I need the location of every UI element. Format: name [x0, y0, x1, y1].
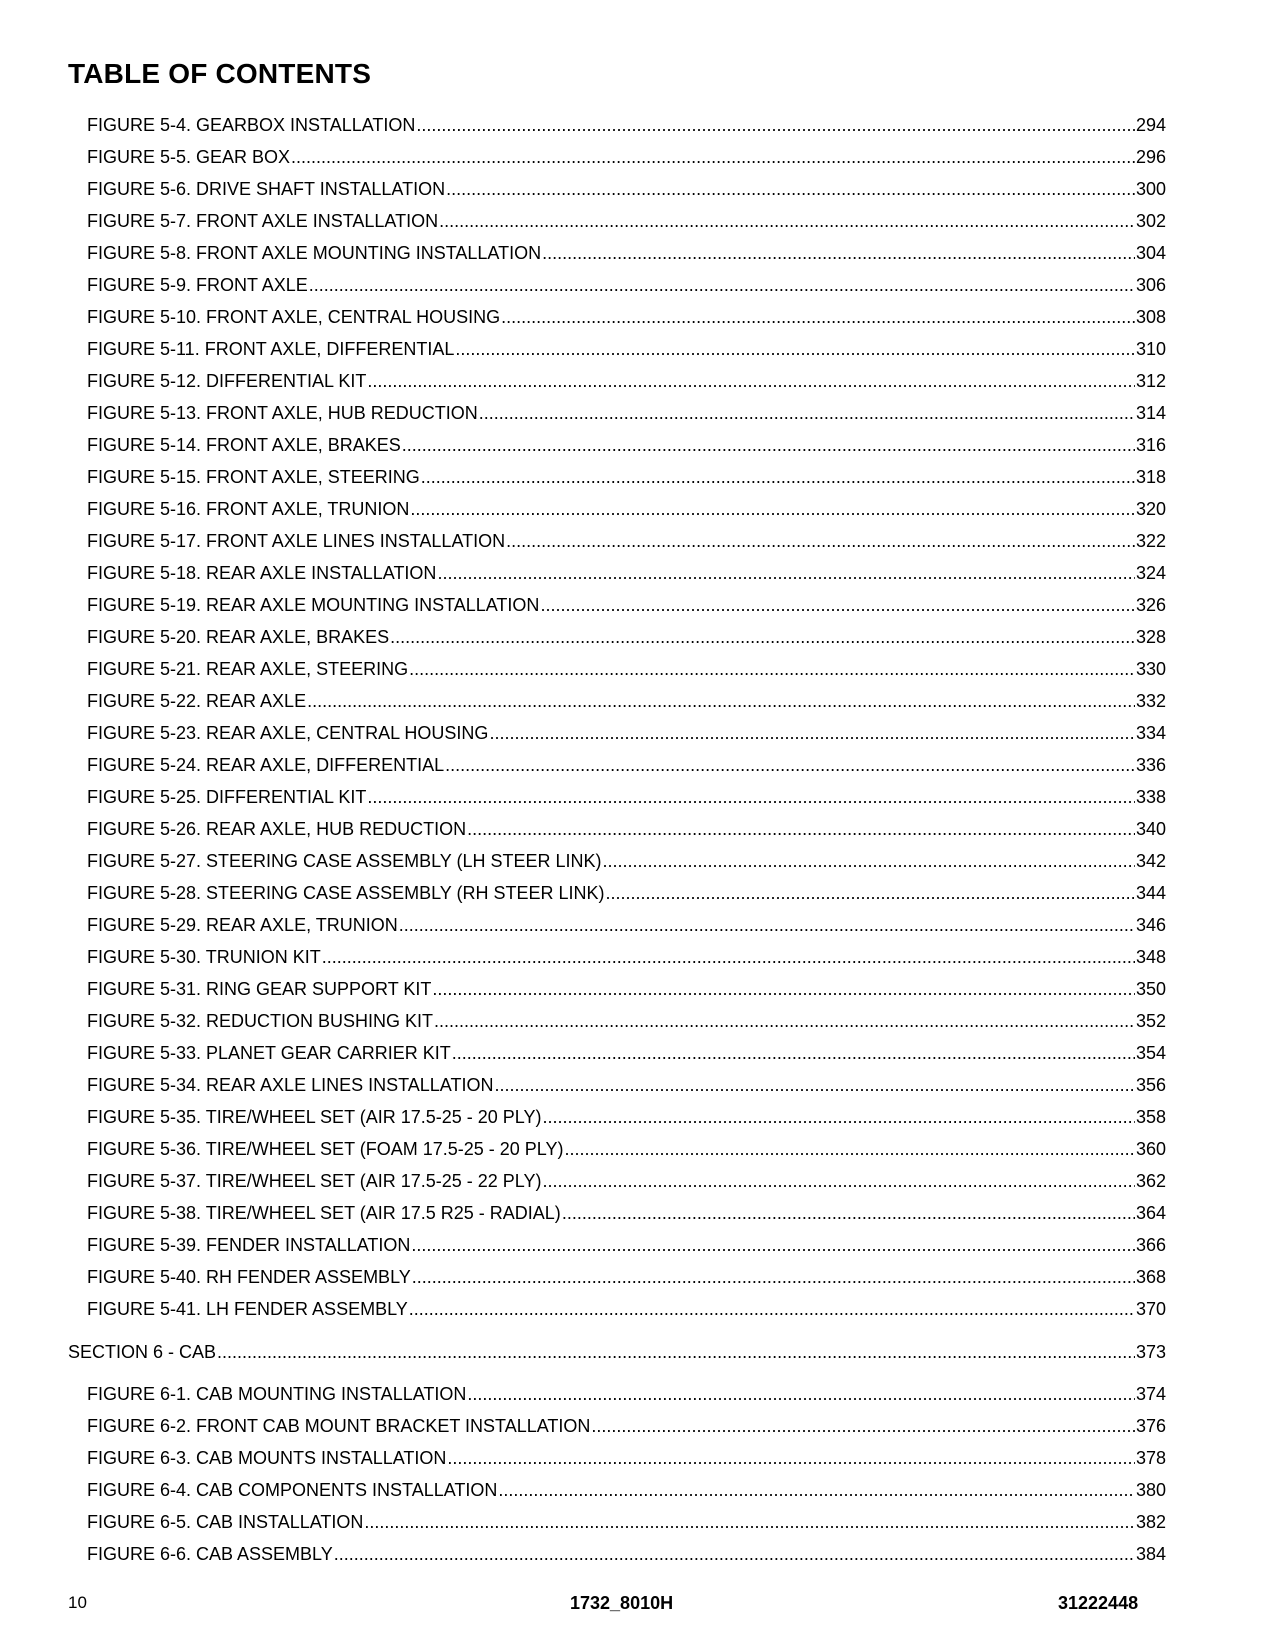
toc-dot-leader — [501, 301, 1135, 333]
toc-dot-leader — [437, 557, 1135, 589]
toc-figure-entry[interactable] — [68, 429, 1166, 461]
toc-entry-label: FIGURE 5-5. GEAR BOX — [87, 147, 291, 167]
toc-figure-entry[interactable] — [68, 1101, 1166, 1133]
toc-entry-page-number: 334 — [1135, 723, 1166, 743]
toc-entry-page-number: 360 — [1135, 1139, 1166, 1159]
toc-entry-page-number: 378 — [1135, 1448, 1166, 1468]
toc-figure-entry[interactable] — [68, 109, 1166, 141]
toc-entry-label: FIGURE 5-23. REAR AXLE, CENTRAL HOUSING — [87, 723, 489, 743]
toc-dot-leader — [334, 1538, 1135, 1570]
toc-entry-page-number: 294 — [1135, 115, 1166, 135]
toc-entry-label: FIGURE 5-6. DRIVE SHAFT INSTALLATION — [87, 179, 446, 199]
toc-dot-leader — [217, 1336, 1135, 1368]
toc-figure-entry[interactable] — [68, 141, 1166, 173]
toc-entry-page-number: 346 — [1135, 915, 1166, 935]
toc-entry-page-number: 364 — [1135, 1203, 1166, 1223]
toc-entry-label: FIGURE 5-34. REAR AXLE LINES INSTALLATION — [87, 1075, 494, 1095]
toc-dot-leader — [562, 1197, 1135, 1229]
toc-entry-page-number: 350 — [1135, 979, 1166, 999]
toc-dot-leader — [605, 877, 1134, 909]
toc-dot-leader — [447, 1442, 1135, 1474]
toc-entry-label: FIGURE 5-14. FRONT AXLE, BRAKES — [87, 435, 401, 455]
toc-entry-page-number: 338 — [1135, 787, 1166, 807]
toc-entry-page-number: 384 — [1135, 1544, 1166, 1564]
toc-entry-page-number: 330 — [1135, 659, 1166, 679]
toc-dot-leader — [591, 1410, 1135, 1442]
toc-entry-page-number: 358 — [1135, 1107, 1166, 1127]
toc-dot-leader — [309, 269, 1135, 301]
toc-section-entry[interactable] — [68, 1336, 1166, 1368]
toc-dot-leader — [416, 109, 1135, 141]
toc-figure-entry[interactable] — [68, 333, 1166, 365]
toc-entry-label: FIGURE 6-4. CAB COMPONENTS INSTALLATION — [87, 1480, 498, 1500]
toc-figure-entry[interactable] — [68, 1197, 1166, 1229]
toc-entry-page-number: 300 — [1135, 179, 1166, 199]
toc-figure-entry[interactable] — [68, 1261, 1166, 1293]
toc-figure-entry[interactable] — [68, 461, 1166, 493]
toc-entry-label: FIGURE 6-2. FRONT CAB MOUNT BRACKET INSTALLATION — [87, 1416, 591, 1436]
toc-entry-page-number: 366 — [1135, 1235, 1166, 1255]
toc-entry-label: FIGURE 5-9. FRONT AXLE — [87, 275, 308, 295]
toc-figure-entry[interactable] — [68, 1474, 1166, 1506]
toc-entry-label: FIGURE 6-3. CAB MOUNTS INSTALLATION — [87, 1448, 447, 1468]
toc-figure-entry[interactable] — [68, 269, 1166, 301]
toc-dot-leader — [506, 525, 1135, 557]
toc-figure-entry[interactable] — [68, 781, 1166, 813]
toc-dot-leader — [445, 749, 1135, 781]
toc-entry-label: FIGURE 5-33. PLANET GEAR CARRIER KIT — [87, 1043, 451, 1063]
toc-dot-leader — [402, 429, 1135, 461]
toc-entry-page-number: 380 — [1135, 1480, 1166, 1500]
toc-dot-leader — [291, 141, 1135, 173]
toc-entry-label: FIGURE 6-5. CAB INSTALLATION — [87, 1512, 364, 1532]
toc-entry-page-number: 344 — [1135, 883, 1166, 903]
toc-entry-label: FIGURE 5-8. FRONT AXLE MOUNTING INSTALLATION — [87, 243, 542, 263]
toc-entry-label: FIGURE 5-35. TIRE/WHEEL SET (AIR 17.5-25 - 20 PLY) — [87, 1107, 542, 1127]
toc-entry-page-number: 320 — [1135, 499, 1166, 519]
toc-dot-leader — [564, 1133, 1134, 1165]
toc-figure-entry[interactable] — [68, 973, 1166, 1005]
toc-figure-entry[interactable] — [68, 653, 1166, 685]
toc-figure-entry[interactable] — [68, 1506, 1166, 1538]
toc-entry-label: FIGURE 5-13. FRONT AXLE, HUB REDUCTION — [87, 403, 478, 423]
toc-figure-entry[interactable] — [68, 1165, 1166, 1197]
toc-entry-page-number: 312 — [1135, 371, 1166, 391]
toc-entry-page-number: 318 — [1135, 467, 1166, 487]
toc-dot-leader — [542, 1101, 1134, 1133]
toc-dot-leader — [455, 333, 1135, 365]
toc-entry-page-number: 296 — [1135, 147, 1166, 167]
toc-figure-entry[interactable] — [68, 525, 1166, 557]
toc-entry-page-number: 374 — [1135, 1384, 1166, 1404]
toc-dot-leader — [446, 173, 1135, 205]
toc-entry-page-number: 324 — [1135, 563, 1166, 583]
toc-figure-entry[interactable] — [68, 1442, 1166, 1474]
toc-dot-leader — [364, 1506, 1135, 1538]
toc-dot-leader — [540, 589, 1135, 621]
toc-dot-leader — [411, 1229, 1135, 1261]
toc-figure-entry[interactable] — [68, 813, 1166, 845]
toc-figure-entry[interactable] — [68, 877, 1166, 909]
toc-figure-entry[interactable] — [68, 621, 1166, 653]
toc-entry-page-number: 314 — [1135, 403, 1166, 423]
toc-entry-label: FIGURE 5-16. FRONT AXLE, TRUNION — [87, 499, 410, 519]
toc-entry-label: FIGURE 5-15. FRONT AXLE, STEERING — [87, 467, 420, 487]
toc-entry-label: FIGURE 5-41. LH FENDER ASSEMBLY — [87, 1299, 408, 1319]
toc-entry-label: FIGURE 5-7. FRONT AXLE INSTALLATION — [87, 211, 439, 231]
toc-entry-label: FIGURE 5-40. RH FENDER ASSEMBLY — [87, 1267, 411, 1287]
toc-entry-page-number: 382 — [1135, 1512, 1166, 1532]
toc-entry-label: FIGURE 5-36. TIRE/WHEEL SET (FOAM 17.5-25 - 20 PLY) — [87, 1139, 564, 1159]
toc-figure-entry[interactable] — [68, 1229, 1166, 1261]
toc-entry-page-number: 306 — [1135, 275, 1166, 295]
toc-entry-label: FIGURE 5-25. DIFFERENTIAL KIT — [87, 787, 367, 807]
toc-figure-entry[interactable] — [68, 397, 1166, 429]
toc-dot-leader — [479, 397, 1135, 429]
toc-figure-entry[interactable] — [68, 749, 1166, 781]
toc-dot-leader — [409, 1293, 1135, 1325]
toc-entry-page-number: 370 — [1135, 1299, 1166, 1319]
toc-figure-entry[interactable] — [68, 845, 1166, 877]
toc-figure-entry[interactable] — [68, 557, 1166, 589]
toc-entry-label: FIGURE 5-22. REAR AXLE — [87, 691, 307, 711]
page-footer — [68, 1593, 1166, 1617]
toc-dot-leader — [322, 941, 1135, 973]
toc-entry-label: FIGURE 5-29. REAR AXLE, TRUNION — [87, 915, 398, 935]
toc-entry-label: FIGURE 5-26. REAR AXLE, HUB REDUCTION — [87, 819, 467, 839]
toc-entry-page-number: 302 — [1135, 211, 1166, 231]
toc-figure-entry[interactable] — [68, 301, 1166, 333]
toc-dot-leader — [412, 1261, 1135, 1293]
toc-entry-page-number: 316 — [1135, 435, 1166, 455]
toc-entry-label: FIGURE 5-20. REAR AXLE, BRAKES — [87, 627, 390, 647]
toc-entry-page-number: 376 — [1135, 1416, 1166, 1436]
toc-dot-leader — [439, 205, 1135, 237]
toc-figure-entry[interactable] — [68, 589, 1166, 621]
toc-entry-page-number: 332 — [1135, 691, 1166, 711]
toc-entry-label: FIGURE 6-6. CAB ASSEMBLY — [87, 1544, 333, 1564]
toc-entry-label: FIGURE 5-19. REAR AXLE MOUNTING INSTALLATION — [87, 595, 540, 615]
toc-figure-entry[interactable] — [68, 365, 1166, 397]
toc-entry-label: FIGURE 5-30. TRUNION KIT — [87, 947, 321, 967]
toc-figure-entry[interactable] — [68, 685, 1166, 717]
footer-document-number: 31222448 — [1058, 1593, 1139, 1613]
toc-figure-entry[interactable] — [68, 237, 1166, 269]
toc-entry-label: FIGURE 5-27. STEERING CASE ASSEMBLY (LH STEER LINK) — [87, 851, 602, 871]
toc-dot-leader — [390, 621, 1135, 653]
toc-entry-page-number: 342 — [1135, 851, 1166, 871]
toc-dot-leader — [494, 1069, 1134, 1101]
toc-entry-label: FIGURE 5-17. FRONT AXLE LINES INSTALLATION — [87, 531, 506, 551]
toc-entry-label: FIGURE 5-24. REAR AXLE, DIFFERENTIAL — [87, 755, 445, 775]
toc-entry-page-number: 340 — [1135, 819, 1166, 839]
table-of-contents — [68, 109, 1166, 1570]
toc-figure-entry[interactable] — [68, 941, 1166, 973]
footer-page-number: 10 — [68, 1593, 87, 1612]
toc-entry-page-number: 352 — [1135, 1011, 1166, 1031]
toc-dot-leader — [542, 237, 1135, 269]
page-title: TABLE OF CONTENTS — [68, 58, 372, 89]
toc-entry-page-number: 362 — [1135, 1171, 1166, 1191]
toc-dot-leader — [421, 461, 1135, 493]
toc-dot-leader — [410, 493, 1135, 525]
toc-entry-page-number: 310 — [1135, 339, 1166, 359]
toc-dot-leader — [367, 781, 1135, 813]
toc-entry-label: FIGURE 5-10. FRONT AXLE, CENTRAL HOUSING — [87, 307, 501, 327]
toc-entry-label: FIGURE 5-37. TIRE/WHEEL SET (AIR 17.5-25 - 22 PLY) — [87, 1171, 542, 1191]
toc-entry-page-number: 356 — [1135, 1075, 1166, 1095]
toc-figure-entry[interactable] — [68, 205, 1166, 237]
toc-dot-leader — [399, 909, 1135, 941]
toc-dot-leader — [307, 685, 1135, 717]
toc-entry-page-number: 308 — [1135, 307, 1166, 327]
toc-dot-leader — [409, 653, 1135, 685]
toc-entry-label: FIGURE 5-31. RING GEAR SUPPORT KIT — [87, 979, 432, 999]
toc-entry-page-number: 336 — [1135, 755, 1166, 775]
footer-model: 1732_8010H — [570, 1593, 674, 1613]
toc-figure-entry[interactable] — [68, 1378, 1166, 1410]
toc-figure-entry[interactable] — [68, 1133, 1166, 1165]
toc-entry-page-number: 328 — [1135, 627, 1166, 647]
toc-dot-leader — [367, 365, 1135, 397]
toc-dot-leader — [434, 1005, 1135, 1037]
toc-dot-leader — [467, 813, 1135, 845]
toc-dot-leader — [542, 1165, 1134, 1197]
toc-figure-entry[interactable] — [68, 493, 1166, 525]
toc-entry-label: FIGURE 5-28. STEERING CASE ASSEMBLY (RH STEER LINK) — [87, 883, 605, 903]
toc-entry-label: FIGURE 5-21. REAR AXLE, STEERING — [87, 659, 409, 679]
toc-figure-entry[interactable] — [68, 909, 1166, 941]
toc-entry-page-number: 304 — [1135, 243, 1166, 263]
toc-entry-label: FIGURE 5-4. GEARBOX INSTALLATION — [87, 115, 416, 135]
toc-figure-entry[interactable] — [68, 1410, 1166, 1442]
toc-entry-label: FIGURE 6-1. CAB MOUNTING INSTALLATION — [87, 1384, 467, 1404]
toc-entry-page-number: 368 — [1135, 1267, 1166, 1287]
toc-entry-page-number: 373 — [1135, 1342, 1166, 1362]
toc-figure-entry[interactable] — [68, 1538, 1166, 1570]
toc-entry-label: FIGURE 5-39. FENDER INSTALLATION — [87, 1235, 411, 1255]
toc-dot-leader — [498, 1474, 1135, 1506]
toc-entry-label: FIGURE 5-18. REAR AXLE INSTALLATION — [87, 563, 437, 583]
toc-figure-entry[interactable] — [68, 1069, 1166, 1101]
toc-entry-label: FIGURE 5-12. DIFFERENTIAL KIT — [87, 371, 367, 391]
toc-entry-label: SECTION 6 - CAB — [68, 1342, 217, 1362]
toc-dot-leader — [489, 717, 1135, 749]
toc-dot-leader — [452, 1037, 1135, 1069]
toc-dot-leader — [432, 973, 1135, 1005]
toc-figure-entry[interactable] — [68, 173, 1166, 205]
toc-figure-entry[interactable] — [68, 1293, 1166, 1325]
toc-figure-entry[interactable] — [68, 717, 1166, 749]
toc-figure-entry[interactable] — [68, 1037, 1166, 1069]
toc-figure-entry[interactable] — [68, 1005, 1166, 1037]
toc-entry-label: FIGURE 5-32. REDUCTION BUSHING KIT — [87, 1011, 434, 1031]
toc-dot-leader — [602, 845, 1134, 877]
toc-entry-page-number: 322 — [1135, 531, 1166, 551]
toc-entry-page-number: 348 — [1135, 947, 1166, 967]
toc-entry-page-number: 326 — [1135, 595, 1166, 615]
toc-dot-leader — [467, 1378, 1135, 1410]
toc-entry-label: FIGURE 5-38. TIRE/WHEEL SET (AIR 17.5 R25 - RADIAL) — [87, 1203, 561, 1223]
toc-entry-label: FIGURE 5-11. FRONT AXLE, DIFFERENTIAL — [87, 339, 455, 359]
toc-entry-page-number: 354 — [1135, 1043, 1166, 1063]
